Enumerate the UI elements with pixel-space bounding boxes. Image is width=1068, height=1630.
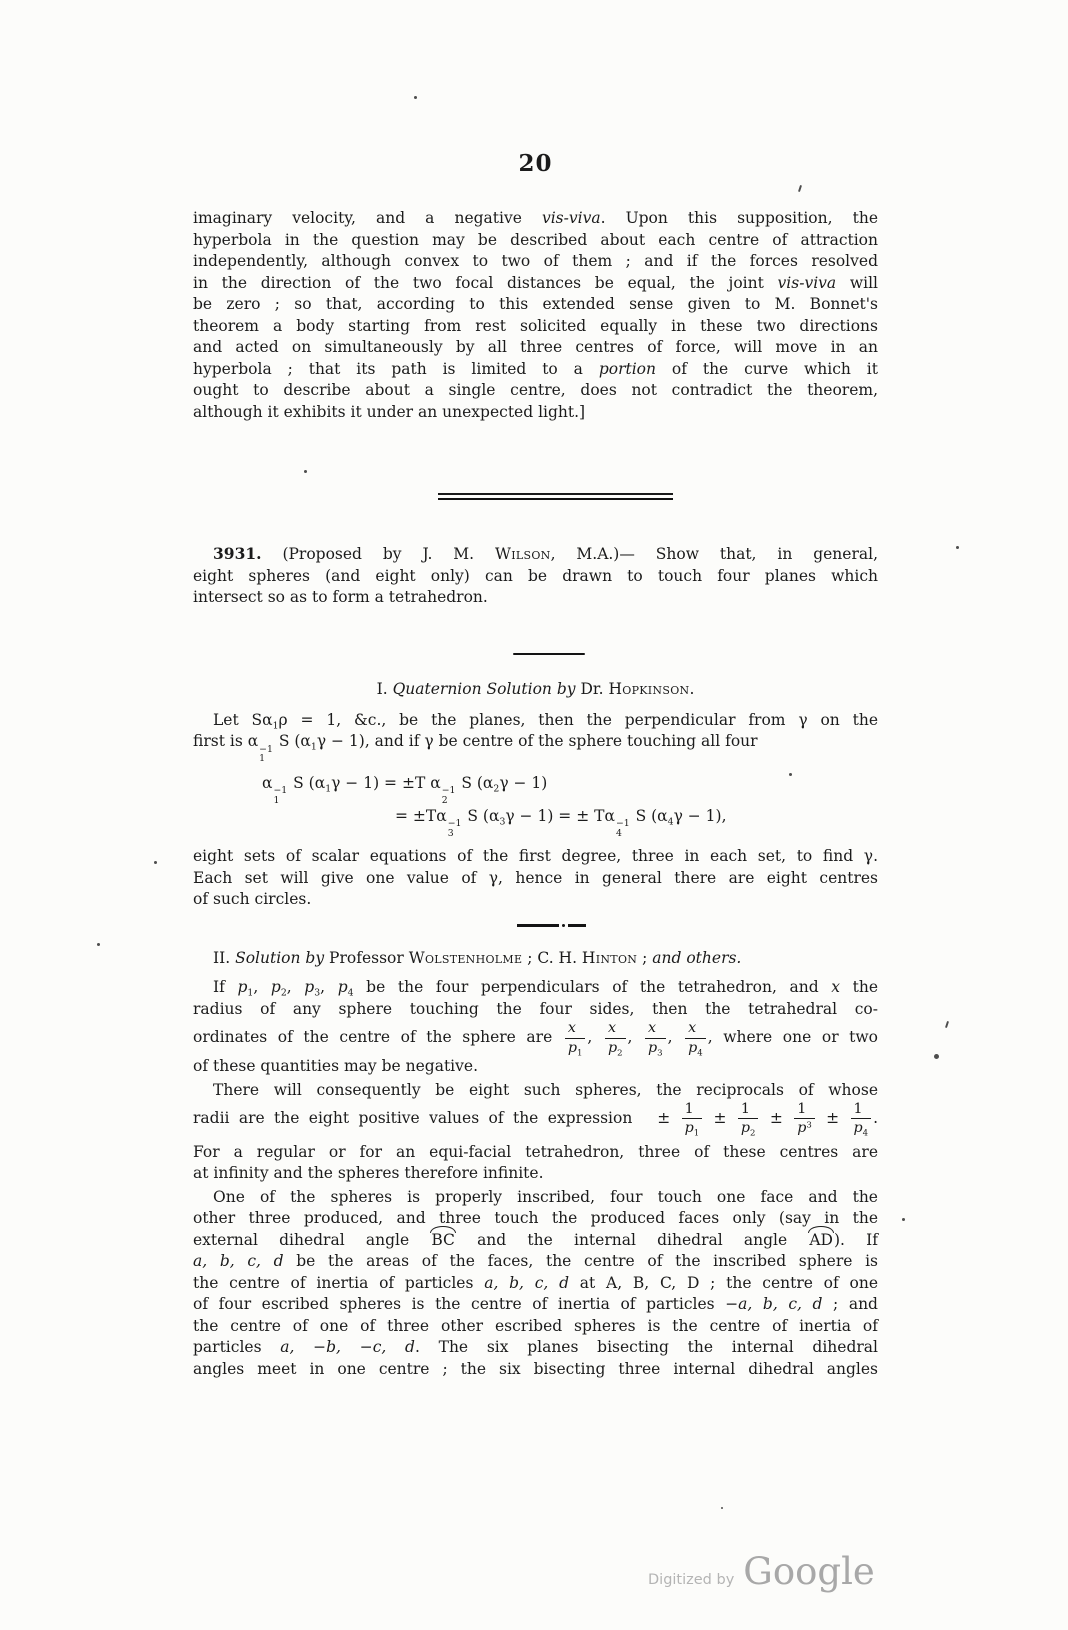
text-line: One of the spheres is properly inscribed, four touch one face and the: [213, 1187, 878, 1206]
solution2-para4: [193, 1187, 878, 1381]
inline-fraction: $\frac{1}{p_1}$: [682, 1101, 703, 1137]
text-line: angles meet in one centre ; the six bisecting three internal dihedral angles: [193, 1359, 878, 1378]
text-line: radius of any sphere touching the four sides, then the tetrahedral co-: [193, 999, 878, 1018]
text-line: at infinity and the spheres therefore infinite.: [193, 1164, 544, 1183]
text-line: first is α −1 1 S $(\alpha_1\gamma - 1)$, and if γ be centre of the sphere touching all four: [193, 732, 758, 765]
text-line: eight sets of scalar equations of the first degree, three in each set, to find γ.: [193, 847, 878, 866]
text-line: independently, although convex to two of them ; and if the forces resolved: [193, 252, 878, 270]
solution2-para3: [193, 1142, 878, 1185]
text-line: II. Solution by Professor Wolstenholme ; C. H. Hinton ; and others.: [213, 948, 742, 967]
scan-speck: [97, 943, 100, 946]
text-line: of four escribed spheres is the centre of inertia of particles −a, b, c, d ; and: [193, 1295, 878, 1314]
text-line: of such circles.: [193, 890, 312, 909]
double-rule-bottom: [438, 498, 673, 501]
text-line: eight spheres (and eight only) can be drawn to touch four planes which: [193, 566, 878, 585]
text-line: If $p_1$, $p_2$, $p_3$, $p_4$ be the four perpendiculars of the tetrahedron, and x the: [213, 978, 879, 1000]
solution1-intro: [193, 710, 878, 764]
inline-fraction: $\frac{x}{p_2}$: [605, 1020, 626, 1056]
page-number: 20: [518, 150, 553, 177]
arc-over-letters: BC: [430, 1230, 456, 1252]
scan-speck: [721, 1507, 723, 1509]
intro-paragraph: [193, 208, 878, 423]
text-line: theorem a body starting from rest solicited equally in these two directions: [193, 316, 878, 335]
text-line: ordinates of the centre of the sphere are $\frac{x}{p_1}$ , $\frac{x}{p_2}$ , $\frac{x}{p_3}$ , $\frac{x}{p_4}$ , where one or two: [193, 1020, 879, 1059]
text-line: 3931. (Proposed by J. M. Wilson, M.A.)— Show that, in general,: [213, 544, 878, 564]
text-line: other three produced, and three touch the produced faces only (say in the: [193, 1209, 878, 1228]
solution1-conclusion: [193, 846, 878, 911]
text-line: a, b, c, d be the areas of the faces, the centre of the inscribed sphere is: [193, 1252, 878, 1271]
scan-speck: [902, 1218, 905, 1221]
stacked-supsub: −1 3: [447, 817, 462, 839]
text-line: the centre of one of three other escribed spheres is the centre of inertia of: [193, 1316, 878, 1335]
google-logo: Google: [743, 1550, 875, 1593]
separator-rule-dashdot: [517, 924, 589, 927]
stacked-supsub: −1 1: [259, 743, 273, 765]
problem-3931: [193, 543, 878, 609]
text-line: I. Quaternion Solution by Dr. Hopkinson.: [376, 680, 695, 699]
google-watermark: [648, 1550, 875, 1593]
scan-speck: [934, 1054, 939, 1059]
dash-long: [517, 924, 559, 927]
inline-fraction: $\frac{1}{p_2}$: [738, 1101, 759, 1137]
text-line: For a regular or for an equi-facial tetrahedron, three of these centres are: [193, 1142, 878, 1161]
dash-short: [568, 924, 586, 927]
inline-fraction: $\frac{x}{p_4}$: [685, 1020, 706, 1056]
arc-over-letters: AD: [808, 1230, 834, 1252]
stacked-supsub: −1 4: [615, 817, 630, 839]
solution2-para2: [193, 1080, 878, 1137]
stacked-supsub: −1 2: [441, 785, 456, 806]
text-line: and acted on simultaneously by all three centres of force, will move in an: [193, 338, 878, 356]
solution1-equation: [193, 773, 878, 838]
stacked-supsub: −1 1: [273, 785, 288, 806]
scan-speck: [304, 470, 307, 473]
text-line: hyperbola in the question may be described about each centre of attraction: [193, 230, 878, 249]
digitized-by-label: Digitized by: [648, 1572, 735, 1588]
text-line: Let $S\alpha_1\rho = 1$, &c., be the planes, then the perpendicular from γ on the: [213, 710, 878, 732]
scan-speck: [414, 96, 417, 99]
inline-fraction: $\frac{1}{p^3}$: [794, 1101, 815, 1137]
scan-speck: [956, 546, 959, 549]
text-line: ought to describe about a single centre, does not contradict the theorem,: [193, 381, 878, 399]
text-line: be zero ; so that, according to this extended sense given to M. Bonnet's: [193, 295, 878, 313]
text-line: α −1 1 S $(\alpha_1\gamma - 1) = \pm T$ α −1 2 S $(\alpha_2\gamma - 1)$: [262, 774, 548, 806]
page-content: [193, 0, 878, 1380]
dash-dot: [562, 924, 565, 927]
text-line: particles a, −b, −c, d. The six planes bisecting the internal dihedral: [193, 1338, 878, 1357]
text-line: radii are the eight positive values of the expression ± $\frac{1}{p_1}$ ± $\frac{1}{p_2}$ ± $\frac{1}{p^3}$ ± $\frac{1}{p_4}$ .: [193, 1101, 879, 1139]
solution1-heading: [193, 679, 878, 701]
text-line: the centre of inertia of particles a, b, c, d at A, B, C, D ; the centre of one: [193, 1273, 878, 1292]
scan-speck: [789, 773, 792, 776]
solution2-para1: [193, 977, 878, 1077]
text-line: = ±Tα −1 3 S $(\alpha_3\gamma - 1)$ = ± Tα −1 4 S $(\alpha_4\gamma - 1)$,: [395, 806, 727, 839]
scan-speck: [154, 861, 157, 864]
text-line: of these quantities may be negative.: [193, 1057, 478, 1076]
text-line: Each set will give one value of γ, hence in general there are eight centres: [193, 868, 878, 887]
separator-rule: [513, 653, 585, 656]
text-line: There will consequently be eight such spheres, the reciprocals of whose: [213, 1080, 878, 1099]
solution2-heading: [193, 948, 878, 970]
double-rule: [438, 493, 673, 500]
text-line: intersect so as to form a tetrahedron.: [193, 588, 488, 607]
text-line: imaginary velocity, and a negative vis-viva. Upon this supposition, the: [193, 209, 878, 227]
text-line: in the direction of the two focal distances be equal, the joint vis-viva will: [193, 273, 878, 292]
text-line: hyperbola ; that its path is limited to a portion of the curve which it: [193, 359, 878, 378]
text-line: although it exhibits it under an unexpected light.]: [193, 402, 586, 421]
inline-fraction: $\frac{x}{p_1}$: [565, 1020, 586, 1056]
inline-fraction: $\frac{1}{p_4}$: [851, 1101, 872, 1137]
double-rule-top: [438, 493, 673, 495]
scan-speck: [945, 1021, 949, 1028]
text-line: external dihedral angle BC and the internal dihedral angle AD). If: [193, 1230, 878, 1252]
inline-fraction: $\frac{x}{p_3}$: [645, 1020, 666, 1056]
